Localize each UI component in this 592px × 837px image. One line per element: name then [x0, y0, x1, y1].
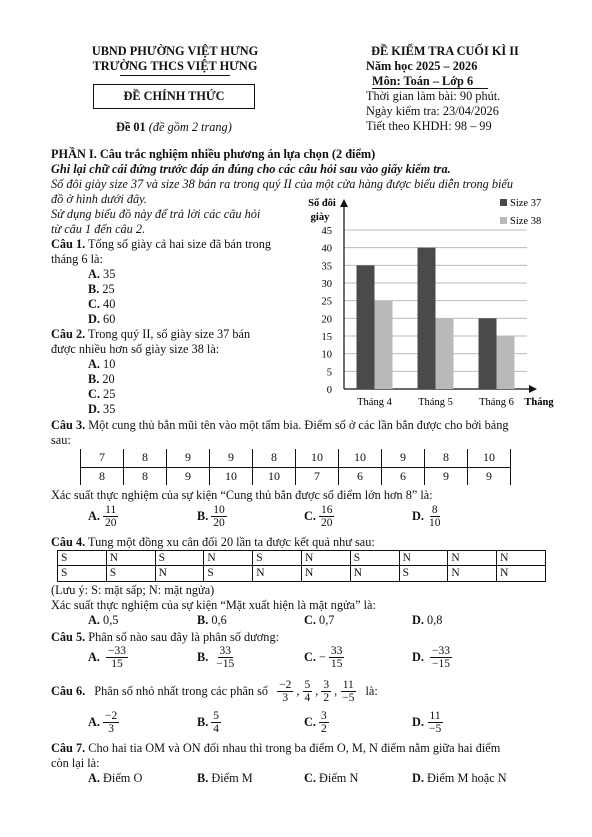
- score-cell: 10: [253, 467, 296, 485]
- part1-title: PHẦN I. Câu trắc nghiệm nhiều phương án lựa chọn (2 điểm): [51, 147, 376, 161]
- coin-cell: S: [350, 551, 399, 566]
- coin-cell: N: [253, 566, 302, 581]
- coin-cell: N: [155, 566, 204, 581]
- score-cell: 8: [124, 449, 167, 467]
- coin-cell: S: [106, 566, 155, 581]
- q6-option-b: B. $\frac{5}{4}$: [197, 710, 220, 736]
- coin-cell: N: [301, 551, 350, 566]
- score-cell: 8: [124, 467, 167, 485]
- coin-cell: N: [399, 551, 448, 566]
- q5-option-b: B. $\frac{33}{-15}$: [197, 645, 235, 671]
- q6-option-c: C. $\frac{3}{2}$: [304, 710, 327, 736]
- q3-option-c: C. $\frac{16}{20}$: [304, 504, 333, 530]
- score-cell: 9: [382, 449, 425, 467]
- question-3-cont: sau:: [51, 433, 71, 447]
- question-1-cont: tháng 6 là:: [51, 252, 103, 266]
- coin-cell: S: [204, 566, 253, 581]
- x-axis-arrow: [529, 385, 537, 393]
- bar-size-38: [497, 336, 515, 389]
- score-cell: 9: [425, 467, 468, 485]
- part1-instruction: Ghi lại chữ cái đứng trước đáp án đúng cho các câu hỏi sau vào giấy kiểm tra.: [51, 162, 451, 176]
- q2-option-b: B. 20: [88, 372, 115, 386]
- score-cell: 10: [296, 449, 339, 467]
- school-name: TRƯỜNG THCS VIỆT HƯNG: [92, 59, 258, 73]
- coin-cell: S: [253, 551, 302, 566]
- q7-option-b: B. Điểm M: [197, 771, 253, 785]
- official-badge: ĐỀ CHÍNH THỨC: [93, 84, 255, 109]
- y-tick-label: 45: [321, 226, 332, 237]
- q3-option-d: D. $\frac{8}{10}$: [412, 504, 441, 530]
- school-year: Năm học 2025 – 2026: [366, 59, 478, 73]
- score-cell: 10: [210, 467, 253, 485]
- table-row: [81, 467, 511, 485]
- q1-option-a: A. 35: [88, 267, 116, 281]
- district-name: UBND PHƯỜNG VIỆT HƯNG: [91, 44, 259, 58]
- y-tick-label: 0: [326, 385, 332, 396]
- coin-cell: S: [58, 566, 107, 581]
- coin-cell: N: [497, 566, 546, 581]
- y-tick-label: 30: [321, 279, 332, 290]
- score-cell: 7: [296, 467, 339, 485]
- exam-date: Ngày kiểm tra: 23/04/2026: [366, 104, 499, 118]
- score-cell: 8: [253, 449, 296, 467]
- score-cell: 10: [468, 449, 511, 467]
- score-table: [80, 449, 511, 485]
- q4-option-a: A. 0,5: [88, 613, 119, 627]
- y-tick-label: 10: [321, 349, 332, 361]
- score-cell: 6: [339, 467, 382, 485]
- coin-note: (Lưu ý: S: mặt sấp; N: mặt ngửa): [51, 583, 215, 597]
- coin-cell: N: [106, 551, 155, 566]
- score-cell: 9: [167, 449, 210, 467]
- score-cell: 6: [382, 467, 425, 485]
- legend-swatch: [500, 199, 507, 206]
- duration: Thời gian làm bài: 90 phút.: [366, 89, 501, 103]
- y-tick-label: 20: [321, 314, 332, 326]
- question-2-cont: được nhiều hơn số giày size 38 là:: [51, 342, 220, 356]
- q1-option-d: D. 60: [88, 312, 116, 326]
- question-3: Câu 3. Một cung thủ bắn mũi tên vào một tấm bia. Điểm số ở các lần bắn được cho bởi bảng: [51, 418, 509, 432]
- x-tick-label: Tháng 5: [418, 397, 453, 408]
- y-axis-arrow: [340, 199, 348, 207]
- question-3-prompt: Xác suất thực nghiệm của sự kiện “Cung thủ bắn được số điểm lớn hơn 8” là:: [51, 488, 433, 502]
- q1-option-b: B. 25: [88, 282, 115, 296]
- question-5: Câu 5. Phân số nào sau đây là phân số dương:: [51, 630, 280, 644]
- exam-code: Đề 01 (đề gồm 2 trang): [116, 120, 232, 134]
- q6-option-d: D. $\frac{11}{-5}$: [412, 710, 442, 736]
- q2-option-a: A. 10: [88, 357, 116, 371]
- y-tick-label: 40: [321, 243, 332, 255]
- y-axis-label: Số đôi: [308, 198, 336, 209]
- intro-text: đồ ở hình dưới đây.: [51, 192, 148, 206]
- q5-option-c: C. − $\frac{33}{15}$: [304, 645, 343, 671]
- q7-option-a: A. Điểm O: [88, 771, 143, 785]
- score-cell: 10: [339, 449, 382, 467]
- subject: Môn: Toán – Lớp 6: [372, 74, 474, 88]
- question-2: Câu 2. Trong quý II, số giày size 37 bán: [51, 327, 251, 341]
- question-1: Câu 1. Tổng số giày cả hai size đã bán trong: [51, 237, 272, 251]
- legend-label: Size 38: [510, 216, 542, 227]
- question-7-cont: còn lại là:: [51, 756, 100, 770]
- coin-table: [57, 550, 546, 582]
- score-cell: 8: [425, 449, 468, 467]
- q4-option-b: B. 0,6: [197, 613, 227, 627]
- q5-option-d: D. $\frac{-33}{-15}$: [412, 645, 450, 671]
- coin-cell: N: [301, 566, 350, 581]
- periods: Tiết theo KHDH: 98 – 99: [366, 119, 492, 133]
- legend-label: Size 37: [510, 198, 542, 209]
- table-row: [81, 449, 511, 467]
- table-row: [58, 551, 546, 566]
- q6-option-a: A. $\frac{-2}{3}$: [88, 710, 118, 736]
- coin-cell: S: [399, 566, 448, 581]
- bar-size-38: [375, 301, 393, 389]
- score-cell: 9: [167, 467, 210, 485]
- exam-title: ĐỀ KIỂM TRA CUỐI KÌ II: [371, 44, 519, 58]
- y-tick-label: 25: [321, 296, 332, 308]
- y-tick-label: 15: [321, 332, 332, 343]
- coin-cell: N: [350, 566, 399, 581]
- x-tick-label: Tháng 4: [357, 397, 392, 408]
- intro-text: Sử dụng biểu đồ này để trả lời các câu hỏi: [51, 207, 261, 221]
- coin-cell: S: [58, 551, 107, 566]
- coin-cell: N: [448, 551, 497, 566]
- q4-option-c: C. 0,7: [304, 613, 335, 627]
- x-tick-label: Tháng 6: [479, 397, 514, 408]
- bar-size-38: [436, 318, 454, 389]
- q3-option-a: A. $\frac{11}{20}$: [88, 504, 117, 530]
- shoe-sales-chart: [300, 193, 562, 415]
- coin-cell: S: [155, 551, 204, 566]
- score-cell: 8: [81, 467, 124, 485]
- q4-option-d: D. 0,8: [412, 613, 443, 627]
- q1-option-c: C. 40: [88, 297, 116, 311]
- y-tick-label: 5: [326, 367, 332, 379]
- q7-option-d: D. Điểm M hoặc N: [412, 771, 507, 785]
- question-4: Câu 4. Tung một đồng xu cân đối 20 lần ta được kết quả như sau:: [51, 535, 375, 549]
- coin-cell: N: [204, 551, 253, 566]
- y-tick-label: 35: [321, 261, 332, 273]
- coin-cell: N: [448, 566, 497, 581]
- bar-size-37: [479, 318, 497, 389]
- q2-option-d: D. 35: [88, 402, 116, 416]
- bar-size-37: [357, 265, 375, 389]
- q7-option-c: C. Điểm N: [304, 771, 359, 785]
- y-axis-label: giày: [310, 212, 330, 223]
- question-6: Câu 6. Phân số nhỏ nhất trong các phân số $\frac{-2}{3}$ , $\frac{5}{4}$ , $\frac{3}{2}$ , $\frac{11}{-5}$ là:: [51, 679, 378, 705]
- school-underline: [120, 75, 230, 76]
- q5-option-a: A. $\frac{-33}{15}$: [88, 645, 126, 671]
- score-cell: 9: [210, 449, 253, 467]
- bar-size-37: [418, 248, 436, 389]
- intro-text: từ câu 1 đến câu 2.: [51, 222, 146, 236]
- intro-text: Số đôi giày size 37 và size 38 bán ra trong quý II của một cửa hàng được biểu diễn trong biểu: [51, 177, 514, 191]
- question-4-prompt: Xác suất thực nghiệm của sự kiện “Mặt xuất hiện là mặt ngửa” là:: [51, 598, 376, 612]
- x-axis-label: Tháng: [524, 397, 554, 408]
- question-7: Câu 7. Cho hai tia OM và ON đối nhau thì trong ba điểm O, M, N điểm nằm giữa hai điểm: [51, 741, 501, 755]
- q2-option-c: C. 25: [88, 387, 116, 401]
- legend-swatch: [500, 217, 507, 224]
- q3-option-b: B. $\frac{10}{20}$: [197, 504, 225, 530]
- table-row: [58, 566, 546, 581]
- score-cell: 9: [468, 467, 511, 485]
- score-cell: 7: [81, 449, 124, 467]
- coin-cell: N: [497, 551, 546, 566]
